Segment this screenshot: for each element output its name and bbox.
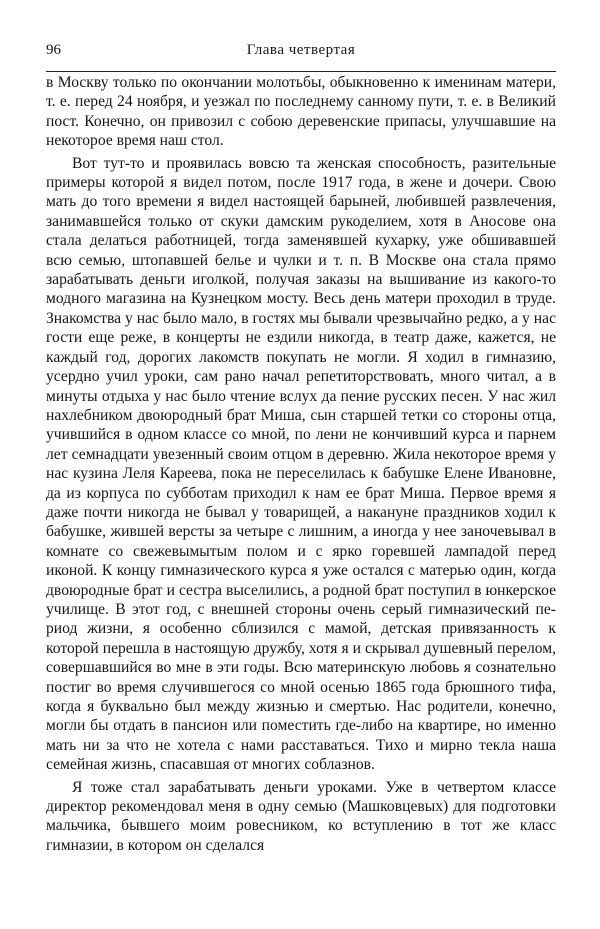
paragraph-continuation: в Москву только по окончании молотьбы, обыкновенно к именинам матери, т. е. перед 24 ноября, и уезжал по последнему санному пути, т. е. в Великий пост. Конечно, он привозил с собою деревенские припасы, улучшавшие на некоторое время наш стол. — [46, 74, 556, 150]
running-head — [46, 40, 556, 60]
page-number: 96 — [46, 42, 61, 58]
header-rule — [46, 71, 556, 72]
paragraph-mother: Вот тут-то и проявилась вовсю та женская способность, разительные примеры которой я видел потом, после 1917 года, в жене и дочери. Свою мать до того времени я видел настоящей барыней, любившей развлечения, занимавшейся только от скуки дамским рукоделием, хотя в Аносове она стала делаться работницей, тогда заменявшей кухарку, уже обшивавшей всю семью, штопавшей белье и чулки и т. п. В Москве она стала прямо зарабатывать деньги иголкой, получая заказы на вышивание из какого-то модного магазина на Кузнецком мосту. Весь день матери проходил в труде. Знакомства у нас было мало, в гостях мы бывали чрезвычайно редко, а у нас гости еще реже, в концерты не ездили никогда, в театр даже, кажется, не каждый год, дорогих лакомств покупать не могли. Я ходил в гимназию, усердно учил уроки, сам рано начал репетиторствовать, много читал, а в минуты отдыха у нас было чтение вслух да пение русских песен. У нас жил нахлебником двоюродный брат Миша, сын старшей тетки со стороны отца, учившийся в одном классе со мной, по лени не кончивший курса и парнем лет семнадцати увезенный своим отцом в деревню. Жила некоторое время у нас кузина Леля Кареева, пока не переселилась к бабушке Елене Ивановне, да из корпуса по субботам приходил к нам ее брат Миша. Первое время я даже почти никогда не бывал у товарищей, а накануне праздников ходил к бабушке, жившей версты за четыре с лишним, а иногда у нее заночевывал в комнате со свежевымытым полом и с ярко горевшей лампадой перед иконой. К концу гимназического курса я уже остался с матерью один, когда двоюродные брат и сестра выселились, а родной брат поступил в юнкерское училище. В этот год, с внешней стороны очень серый гимназический период жизни, я особенно сблизился с мамой, детская привязанность к которой перешла в настоящую дружбу, хотя я и скрывал душевный перелом, совершавшийся во мне в эти годы. Всю материнскую любовь я сознательно постиг во время случившегося со мной осенью 1865 года брюшного тифа, когда я буквально был между жизнью и смертью. Нас родители, конечно, могли бы отдать в пансион или поместить где-либо на квартире, но именно мать ни за что не хотела с нами расставаться. Тихо и мирно текла наша семейная жизнь, спасавшая от многих соблазнов. — [46, 154, 556, 774]
chapter-title: Глава четвертая — [246, 42, 356, 58]
paragraph-lessons: Я тоже стал зарабатывать деньги уроками. Уже в четвертом классе директор рекомендовал меня в одну семью (Машковцевых) для подготовки мальчика, бывшего моим ровесником, ко вступлению в тот же класс гимназии, в котором он сделался — [46, 778, 556, 854]
body-text — [46, 73, 556, 855]
